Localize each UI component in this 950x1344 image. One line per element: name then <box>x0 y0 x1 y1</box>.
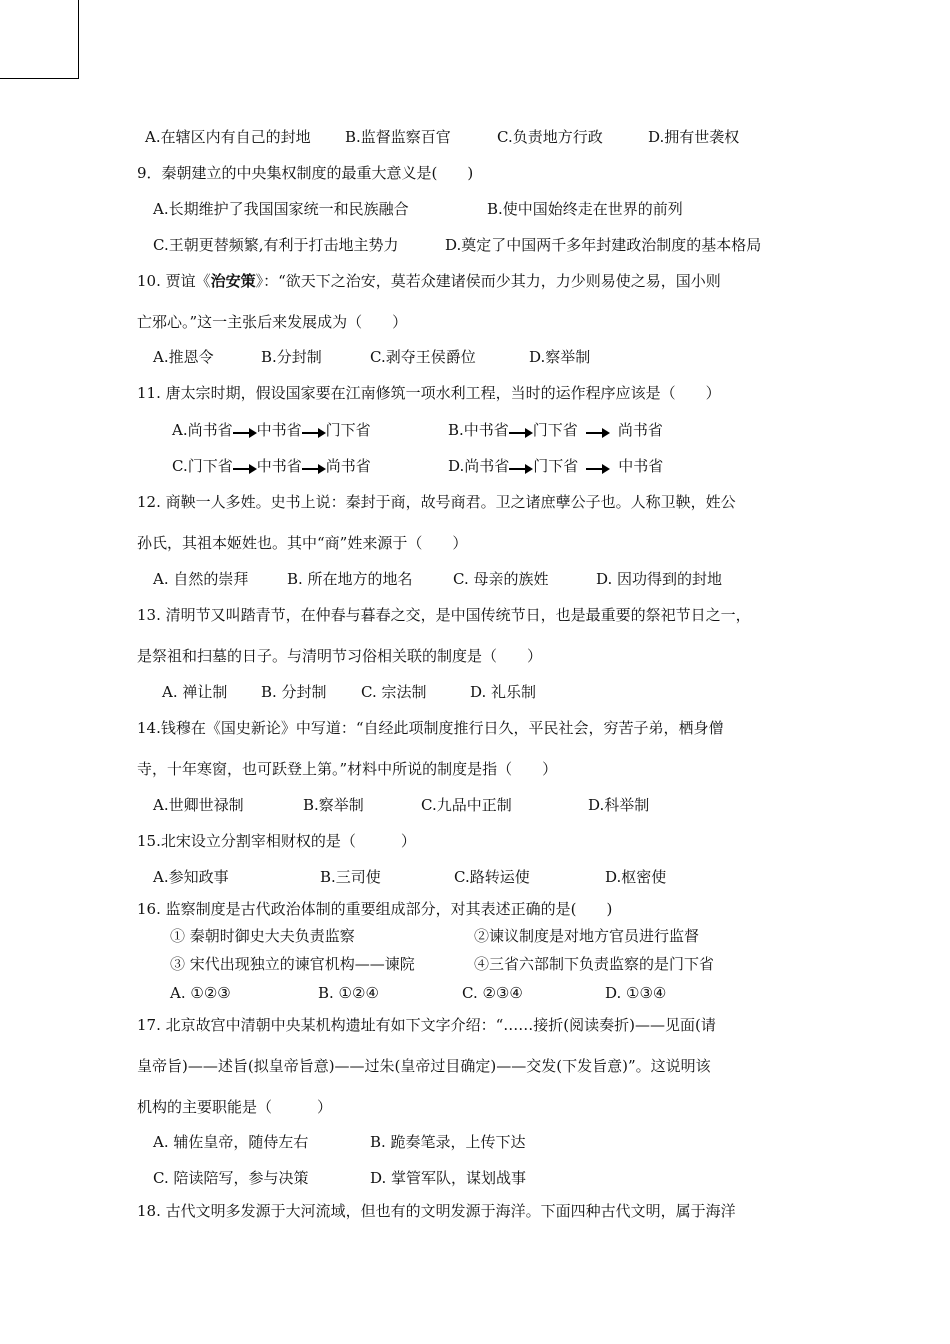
q15-option-a[interactable]: A.参知政事 <box>153 868 229 886</box>
q11-d-step2: 门下省 <box>533 457 579 475</box>
q11-d-step1: D.尚书省 <box>448 457 510 475</box>
q17-option-a[interactable]: A. 辅佐皇帝，随侍左右 <box>153 1133 309 1151</box>
q11-option-c[interactable] <box>172 456 371 476</box>
q16-statement-2: ②谏议制度是对地方官员进行监督 <box>474 927 700 945</box>
arrow-right-icon <box>233 456 257 476</box>
q17-option-c[interactable]: C. 陪读陪写，参与决策 <box>153 1169 309 1187</box>
q9-option-c[interactable]: C.王朝更替频繁,有利于打击地主势力 <box>153 236 399 254</box>
q11-a-step3: 门下省 <box>325 421 371 439</box>
q12-option-d[interactable]: D. 因功得到的封地 <box>596 570 723 588</box>
q11-option-d[interactable] <box>448 456 663 476</box>
q11-b-step1: B.中书省 <box>448 421 509 439</box>
q14-option-a[interactable]: A.世卿世禄制 <box>153 796 244 814</box>
q15-stem: 15.北宋设立分割宰相财权的是（ ） <box>137 832 416 850</box>
q13-option-c[interactable]: C. 宗法制 <box>361 683 427 701</box>
q16-option-c[interactable]: C. ②③④ <box>462 984 523 1002</box>
arrow-right-icon <box>509 420 533 440</box>
q17-stem: 17. 北京故宫中清朝中央某机构遗址有如下文字介绍：“……接折(阅读奏折)——见面(请 <box>137 1016 716 1034</box>
q15-option-c[interactable]: C.路转运使 <box>454 868 530 886</box>
q13-stem-line2: 是祭祖和扫墓的日子。与清明节习俗相关联的制度是（ ） <box>137 647 543 665</box>
q12-option-c[interactable]: C. 母亲的族姓 <box>453 570 549 588</box>
q12-option-b[interactable]: B. 所在地方的地名 <box>287 570 413 588</box>
q16-option-a[interactable]: A. ①②③ <box>170 984 231 1002</box>
corner-score-box <box>0 0 79 79</box>
q8-option-a[interactable]: A.在辖区内有自己的封地 <box>145 128 311 146</box>
arrow-right-icon <box>586 420 610 440</box>
q10-option-d[interactable]: D.察举制 <box>529 348 591 366</box>
q9-option-d[interactable]: D.奠定了中国两千多年封建政治制度的基本格局 <box>445 236 762 254</box>
arrow-right-icon <box>509 456 533 476</box>
q9-stem: 9．秦朝建立的中央集权制度的最重大意义是( ) <box>137 164 474 182</box>
q10-option-b[interactable]: B.分封制 <box>261 348 322 366</box>
q18-stem: 18. 古代文明多发源于大河流域，但也有的文明发源于海洋。下面四种古代文明，属于海洋 <box>137 1202 736 1220</box>
q8-option-b[interactable]: B.监督监察百官 <box>345 128 451 146</box>
q13-option-b[interactable]: B. 分封制 <box>261 683 327 701</box>
q11-d-step3: 中书省 <box>618 457 664 475</box>
arrow-right-icon <box>233 420 257 440</box>
q12-stem-line2: 孙氏，其祖本姬姓也。其中“商”姓来源于（ ） <box>137 534 468 552</box>
q15-option-b[interactable]: B.三司使 <box>320 868 381 886</box>
q9-option-b[interactable]: B.使中国始终走在世界的前列 <box>487 200 683 218</box>
q11-b-step2: 门下省 <box>532 421 578 439</box>
q11-c-step3: 尚书省 <box>325 457 371 475</box>
q12-stem: 12. 商鞅一人多姓。史书上说：秦封于商，故号商君。卫之诸庶孽公子也。人称卫鞅，姓公 <box>137 493 736 511</box>
arrow-right-icon <box>586 456 610 476</box>
q10-option-c[interactable]: C.剥夺王侯爵位 <box>370 348 476 366</box>
q8-option-d[interactable]: D.拥有世袭权 <box>648 128 740 146</box>
q11-c-step2: 中书省 <box>256 457 302 475</box>
q11-stem: 11. 唐太宗时期，假设国家要在江南修筑一项水利工程，当时的运作程序应该是（ ） <box>137 384 721 402</box>
q10-stem-post: 》：“欲天下之治安，莫若众建诸侯而少其力，力少则易使之易，国小则 <box>255 272 721 290</box>
arrow-right-icon <box>302 420 326 440</box>
q14-option-b[interactable]: B.察举制 <box>303 796 364 814</box>
q16-statement-3: ③ 宋代出现独立的谏官机构——谏院 <box>170 955 415 973</box>
q14-option-d[interactable]: D.科举制 <box>588 796 650 814</box>
q10-stem-pre: 10. 贾谊《 <box>137 272 211 290</box>
q11-b-step3: 尚书省 <box>617 421 663 439</box>
q11-a-step1: A.尚书省 <box>172 421 233 439</box>
q16-option-d[interactable]: D. ①③④ <box>605 984 667 1002</box>
q15-option-d[interactable]: D.枢密使 <box>605 868 667 886</box>
q11-option-b[interactable] <box>448 420 663 440</box>
q11-c-step1: C.门下省 <box>172 457 233 475</box>
q17-option-d[interactable]: D. 掌管军队，谋划战事 <box>370 1169 527 1187</box>
q16-statement-1: ① 秦朝时御史大夫负责监察 <box>170 927 355 945</box>
q14-stem: 14.钱穆在《国史新论》中写道：“自经此项制度推行日久，平民社会，穷苦子弟，栖身僧 <box>137 719 724 737</box>
q17-stem-line2: 皇帝旨)——述旨(拟皇帝旨意)——过朱(皇帝过目确定)——交发(下发旨意)”。这说明该 <box>137 1057 711 1075</box>
q14-stem-line2: 寺，十年寒窗，也可跃登上第。”材料中所说的制度是指（ ） <box>137 760 558 778</box>
q9-option-a[interactable]: A.长期维护了我国国家统一和民族融合 <box>153 200 409 218</box>
q11-a-step2: 中书省 <box>256 421 302 439</box>
arrow-right-icon <box>302 456 326 476</box>
q13-option-a[interactable]: A. 禅让制 <box>162 683 228 701</box>
q16-stem: 16. 监察制度是古代政治体制的重要组成部分，对其表述正确的是( ) <box>137 900 613 918</box>
q16-option-b[interactable]: B. ①②④ <box>318 984 379 1002</box>
q13-stem: 13. 清明节又叫踏青节，在仲春与暮春之交，是中国传统节日，也是最重要的祭祀节日之一， <box>137 606 751 624</box>
q17-option-b[interactable]: B. 跪奏笔录，上传下达 <box>370 1133 526 1151</box>
q11-option-a[interactable] <box>172 420 371 440</box>
q10-book-title: 治安策 <box>210 272 256 290</box>
q10-stem <box>137 271 721 291</box>
q14-option-c[interactable]: C.九品中正制 <box>421 796 512 814</box>
q8-option-c[interactable]: C.负责地方行政 <box>497 128 603 146</box>
q12-option-a[interactable]: A. 自然的崇拜 <box>153 570 249 588</box>
q13-option-d[interactable]: D. 礼乐制 <box>470 683 537 701</box>
q16-statement-4: ④三省六部制下负责监察的是门下省 <box>474 955 715 973</box>
q10-option-a[interactable]: A.推恩令 <box>153 348 214 366</box>
q17-stem-line3: 机构的主要职能是（ ） <box>137 1098 333 1116</box>
q10-stem-line2: 亡邪心。”这一主张后来发展成为（ ） <box>137 313 408 331</box>
